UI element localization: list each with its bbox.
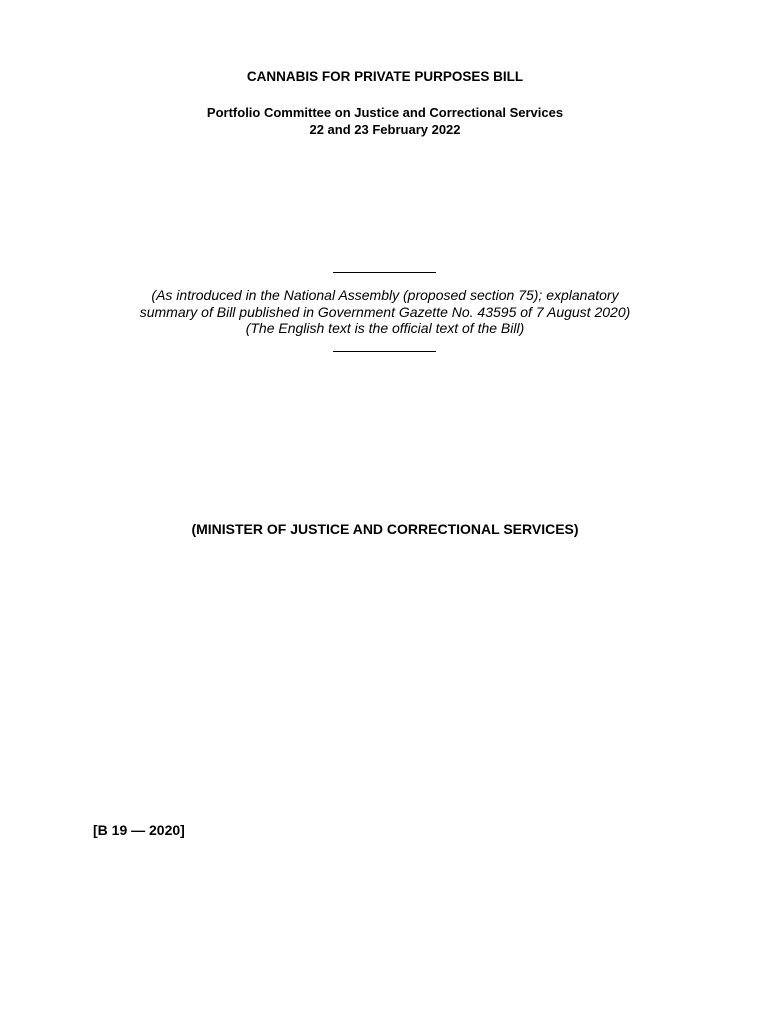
committee-heading [0, 104, 770, 138]
divider-top [333, 272, 436, 273]
intro-line-3: (The English text is the official text of the Bill) [245, 320, 525, 336]
divider-bottom [333, 351, 436, 352]
introduction-note [0, 287, 770, 337]
minister-text: (MINISTER OF JUSTICE AND CORRECTIONAL SERVICES) [191, 521, 579, 537]
committee-name: Portfolio Committee on Justice and Correctional Services [206, 105, 564, 120]
minister-line [0, 521, 770, 538]
bill-title [0, 69, 770, 85]
committee-dates: 22 and 23 February 2022 [309, 122, 461, 137]
intro-line-1: (As introduced in the National Assembly (proposed section 75); explanatory [151, 287, 619, 303]
bill-title-text: CANNABIS FOR PRIVATE PURPOSES BILL [246, 69, 524, 84]
bill-number: [B 19 — 2020] [93, 822, 185, 838]
intro-line-2: summary of Bill published in Government Gazette No. 43595 of 7 August 2020) [139, 303, 631, 320]
